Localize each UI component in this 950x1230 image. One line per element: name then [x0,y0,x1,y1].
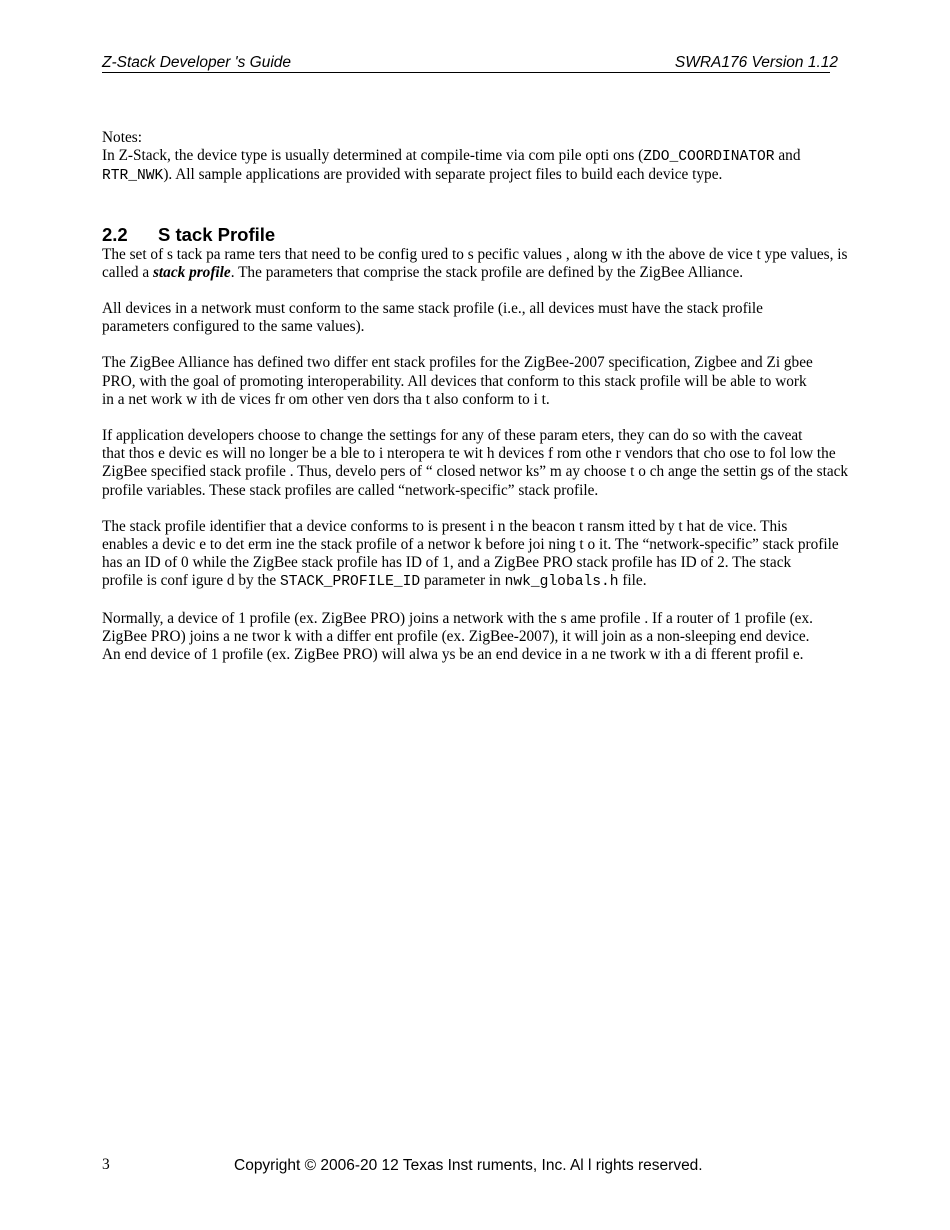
code-zdo-coordinator: ZDO_COORDINATOR [643,149,775,166]
paragraph-6-line-2: ZigBee PRO) joins a ne twor k with a differ ent profile (ex. ZigBee-2007), it will join as a non-sleeping end device. [102,627,810,645]
code-nwk-globals-h: nwk_globals.h [504,574,619,591]
section-heading [102,224,932,246]
paragraph-4-line-4: profile variables. These stack profiles are called “network-specific” stack profile. [102,481,599,499]
stack-profile-term: stack profile [152,263,231,281]
document-title: Z-Stack Developer 's Guide [102,54,292,71]
page-number: 3 [102,1156,110,1173]
page-header [102,54,838,73]
paragraph-3-line-1: The ZigBee Alliance has defined two differ ent stack profiles for the ZigBee-2007 specification, Zigbee and Zi gbee [102,354,813,372]
code-rtr-nwk: RTR_NWK [102,168,164,185]
notes-label: Notes: [102,129,142,146]
notes-line-1: In Z-Stack, the device type is usually determined at compile-time via com pile opti ons (ZDO_COORDINATOR and [102,147,801,166]
paragraph-6-line-3: An end device of 1 profile (ex. ZigBee PRO) will alwa ys be an end device in a ne twork w ith a di fferent profil e. [102,646,804,664]
section-title: S tack Profile [158,223,276,245]
paragraph-3-line-2: PRO, with the goal of promoting interoperability. All devices that conform to this stack profile will be able to work [102,372,807,390]
paragraph-5-line-3: has an ID of 0 while the ZigBee stack profile has ID of 1, and a ZigBee PRO stack profile has ID of 2. The stack [102,554,792,572]
paragraph-2-line-1: All devices in a network must conform to the same stack profile (i.e., all devices must have the stack profile [102,300,763,318]
paragraph-5-line-4: profile is conf igure d by the STACK_PROFILE_ID parameter in nwk_globals.h file. [102,572,647,591]
paragraph-4-line-3: ZigBee specified stack profile . Thus, develo pers of “ closed networ ks” m ay choose t o ch ange the settin gs of the stack [102,463,849,481]
section-number: 2.2 [102,223,128,245]
copyright-notice: Copyright © 2006-20 12 Texas Inst ruments, Inc. Al l rights reserved. [234,1157,703,1174]
page-body [102,129,932,664]
paragraph-2-line-2: parameters configured to the same values). [102,318,365,336]
paragraph-1-line-1: The set of s tack pa rame ters that need to be config ured to s pecific values , along w ith the above de vice t ype values, is [102,245,848,263]
document-version: SWRA176 Version 1.12 [674,54,838,71]
paragraph-5-line-2: enables a devic e to det erm ine the stack profile of a networ k before joi ning t o it. The “network-specific” stack profile [102,536,839,554]
code-stack-profile-id: STACK_PROFILE_ID [280,574,421,591]
paragraph-3-line-3: in a net work w ith de vices fr om other ven dors tha t also conform to i t. [102,390,550,408]
paragraph-4-line-1: If application developers choose to change the settings for any of these param eters, they can do so with the caveat [102,427,803,445]
notes-line-2: RTR_NWK). All sample applications are provided with separate project files to build each device type. [102,166,723,185]
paragraph-5-line-1: The stack profile identifier that a device conforms to is present i n the beacon t ransm itted by t hat de vice. This [102,517,788,535]
paragraph-6-line-1: Normally, a device of 1 profile (ex. ZigBee PRO) joins a network with the s ame profile . If a router of 1 profile (ex. [102,609,813,627]
paragraph-4-line-2: that thos e devic es will no longer be a ble to i nteropera te wit h devices f rom othe r vendors that cho ose to fol low the [102,445,836,463]
paragraph-1-line-2: called a stack profile. The parameters that comprise the stack profile are defined by the ZigBee Alliance. [102,263,744,281]
